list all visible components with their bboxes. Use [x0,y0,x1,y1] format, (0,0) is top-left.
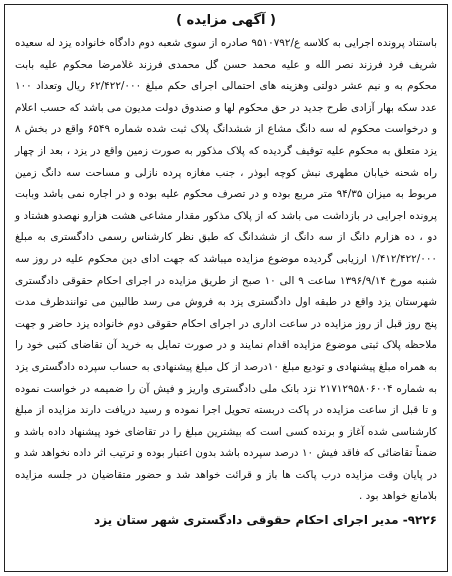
notice-title: ( آگهی مزایده ) [176,13,276,28]
auction-notice [4,4,448,572]
notice-signature: ۹۲۲۶- مدیر اجرای احکام حقوقی دادگستری شهر ستان یزد [94,513,437,528]
notice-body: باستناد پرونده اجرایی به کلاسه ع/۹۵۱۰۷۹۲ صادره از سوی شعبه دوم دادگاه خانواده یزد له سعیده شریف فرد فرزند نصر الله و علیه محمد حسن گل محمدی فرزند غلامرضا محکوم علیه بابت محکوم به و نیم عشر دولتی وهزینه های احتمالی اجرای حکم مبلغ ۶۲/۴۲۲/۰۰۰ ریال وتعداد ۱۰۰ عدد سکه بهار آزادی طرح جدید در حق محکوم لها و صندوق دولت مدیون می باشد که حسب اعلام و درخواست محکوم له سه دانگ مشاع از ششدانگ پلاک ثبت شده شماره ۶۵۴۹ واقع در بخش ۸ یزد متعلق به محکوم علیه توقیف گردیده که پلاک مذکور به صورت زمین واقع در یزد ، بعد از چهار راه شحنه خیابان مطهری نبش کوچه ابوذر ، جنب مغازه پرده نازلی و مساحت سه دانگ زمین مربوط به میزان ۹۴/۳۵ متر مربع بوده و در تصرف محکوم علیه بوده و در اجاره نمی باشد وبابت پرونده اجرایی در بازداشت می باشد که از پلاک مذکور مقدار مشاعی هشت هزارو نهصدو هشتاد و دو ، ده هزارم دانگ از سه دانگ از ششدانگ که طبق نظر کارشناس رسمی دادگستری به مبلغ ۱/۴۱۲/۴۲۲/۰۰۰ ارزیابی گردیده موضوع مزایده میباشد که جهت ادای دین محکوم علیه در روز سه شنبه مورخ ۱۳۹۶/۹/۱۴ ساعت ۹ الی ۱۰ صبح از طریق مزایده در اجرای احکام حقوقی دادگستری شهرستان یزد واقع در طبقه اول دادگستری یزد به فروش می رسد طالبین می توانندظرف مدت پنج روز قبل از روز مزایده در ساعت اداری در اجرای احکام حقوقی دوم خانواده یزد حاضر و جهت ملاحظه پلاک ثبتی موضوع مزایده اقدام نمایند و در صورت تمایل به خرید آن تقاضای کتبی خود را به همراه مبلغ پیشنهادی و تودیع مبلغ ۱۰درصد از کل مبلغ پیشنهادی به حساب سپرده دادگستری یزد به شماره ۲۱۷۱۲۹۵۸۰۶۰۰۴ نزد بانک ملی دادگستری واریز و فیش آن را ضمیمه در خواست نموده و تا قبل از ساعت مزایده در پاکت دربسته تحویل اجرا نموده و رسید دریافت دارند مزایده از مبلغ کارشناسی شده آغاز و برنده کسی است که بیشترین مبلغ را در تقاضای خود پیشنهاد داده باشد و ضمناً تقاضائی که فاقد فیش ۱۰ درصد سپرده باشد بدون اعتبار بوده و ترتیب اثر داده نخواهد شد و در پایان وقت مزایده درب پاکت ها باز و قرائت خواهد شد و حضور متقاضیان در جلسه مزایده بلامانع خواهد بود . [15,37,438,503]
